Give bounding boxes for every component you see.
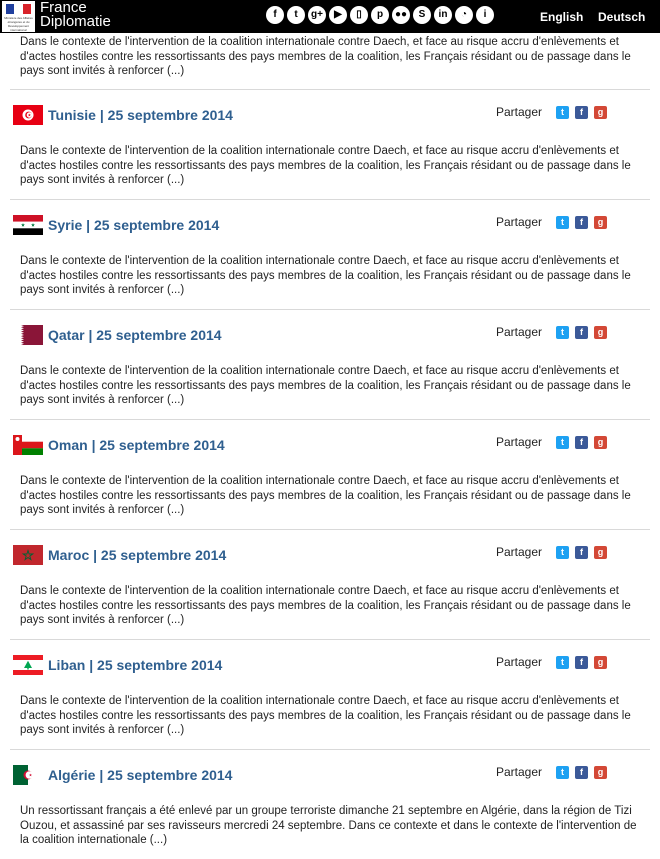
facebook-icon[interactable]: f xyxy=(266,6,284,24)
rss-icon[interactable]: ◔ xyxy=(455,6,473,24)
logo-text xyxy=(40,1,111,29)
item-text: Un ressortissant français a été enlevé par un groupe terroriste dimanche 21 septembre en Algérie, dans la région de Tizi Ouzou, et assassiné par ses ravisseurs mercredi 24 septembre. Dans ce contexte et dans le contexte de l'intervention de la coalition internationale (...) xyxy=(20,805,637,846)
item-text: Dans le contexte de l'intervention de la coalition internationale contre Daech, et face au risque accru d'enlèvements et d'actes hostiles contre les ressortissants des pays membres de la coalition, les Français résidant ou de passage dans le pays sont invités à renforcer (...) xyxy=(20,145,631,186)
list-item xyxy=(10,530,650,640)
flickr-icon[interactable]: ●● xyxy=(392,6,410,24)
twitter-icon[interactable]: t xyxy=(287,6,305,24)
share-bar xyxy=(496,325,613,339)
flag-algeria-icon xyxy=(13,765,43,785)
share-bar xyxy=(496,215,613,229)
facebook-share-icon[interactable]: f xyxy=(575,326,588,339)
share-bar xyxy=(496,765,613,779)
list-item xyxy=(10,200,650,310)
flag-qatar-icon xyxy=(13,325,43,345)
lang-deutsch-link[interactable]: Deutsch xyxy=(598,10,646,24)
flag-syria-icon xyxy=(13,215,43,235)
facebook-share-icon[interactable]: f xyxy=(575,546,588,559)
list-item xyxy=(10,33,650,90)
list-item xyxy=(10,640,650,750)
share-label: Partager xyxy=(496,765,543,779)
item-title-link[interactable]: Maroc | 25 septembre 2014 xyxy=(48,547,227,563)
flag-oman-icon xyxy=(13,435,43,455)
share-label: Partager xyxy=(496,215,543,229)
social-links xyxy=(266,6,494,24)
google-plus-share-icon[interactable]: g xyxy=(594,106,607,119)
site-logo[interactable] xyxy=(2,1,132,32)
share-label: Partager xyxy=(496,435,543,449)
lang-english-link[interactable]: English xyxy=(540,10,584,24)
item-text: Dans le contexte de l'intervention de la coalition internationale contre Daech, et face au risque accru d'enlèvements et d'actes hostiles contre les ressortissants des pays membres de la coalition, les Français résidant ou de passage dans le pays sont invités à renforcer (...) xyxy=(20,365,631,406)
item-text: Dans le contexte de l'intervention de la coalition internationale contre Daech, et face au risque accru d'enlèvements et d'actes hostiles contre les ressortissants des pays membres de la coalition, les Français résidant ou de passage dans le pays sont invités à renforcer (...) xyxy=(20,255,631,296)
facebook-share-icon[interactable]: f xyxy=(575,766,588,779)
info-icon[interactable]: i xyxy=(476,6,494,24)
item-text: Dans le contexte de l'intervention de la coalition internationale contre Daech, et face au risque accru d'enlèvements et d'actes hostiles contre les ressortissants des pays membres de la coalition, les Français résidant ou de passage dans le pays sont invités à renforcer (...) xyxy=(20,695,631,736)
facebook-share-icon[interactable]: f xyxy=(575,656,588,669)
logo-flag xyxy=(6,4,31,14)
flag-morocco-icon xyxy=(13,545,43,565)
twitter-share-icon[interactable]: t xyxy=(556,656,569,669)
list-item xyxy=(10,310,650,420)
storify-icon[interactable]: S xyxy=(413,6,431,24)
logo-line-2: Diplomatie xyxy=(40,13,111,30)
youtube-icon[interactable]: ▶ xyxy=(329,6,347,24)
item-title-link[interactable]: Algérie | 25 septembre 2014 xyxy=(48,767,233,783)
google-plus-share-icon[interactable]: g xyxy=(594,546,607,559)
google-plus-share-icon[interactable]: g xyxy=(594,766,607,779)
share-label: Partager xyxy=(496,325,543,339)
twitter-share-icon[interactable]: t xyxy=(556,326,569,339)
share-label: Partager xyxy=(496,105,543,119)
facebook-share-icon[interactable]: f xyxy=(575,106,588,119)
google-plus-share-icon[interactable]: g xyxy=(594,656,607,669)
item-title-link[interactable]: Oman | 25 septembre 2014 xyxy=(48,437,225,453)
flag-lebanon-icon xyxy=(13,655,43,675)
facebook-share-icon[interactable]: f xyxy=(575,436,588,449)
marianne-logo xyxy=(2,1,35,32)
google-plus-icon[interactable]: g+ xyxy=(308,6,326,24)
share-bar xyxy=(496,545,613,559)
linkedin-icon[interactable]: in xyxy=(434,6,452,24)
logo-ministry-text: Ministère des Affaires étrangères et du Développement international xyxy=(4,16,33,32)
twitter-share-icon[interactable]: t xyxy=(556,436,569,449)
news-list xyxy=(0,33,660,859)
google-plus-share-icon[interactable]: g xyxy=(594,216,607,229)
item-text: Dans le contexte de l'intervention de la coalition internationale contre Daech, et face au risque accru d'enlèvements et d'actes hostiles contre les ressortissants des pays membres de la coalition, les Français résidant ou de passage dans le pays sont invités à renforcer (...) xyxy=(20,475,631,516)
share-bar xyxy=(496,435,613,449)
twitter-share-icon[interactable]: t xyxy=(556,106,569,119)
item-text: Dans le contexte de l'intervention de la coalition internationale contre Daech, et face au risque accru d'enlèvements et d'actes hostiles contre les ressortissants des pays membres de la coalition, les Français résidant ou de passage dans le pays sont invités à renforcer (...) xyxy=(20,585,631,626)
logo-line-1: France xyxy=(40,0,87,16)
list-item xyxy=(10,420,650,530)
item-text: Dans le contexte de l'intervention de la coalition internationale contre Daech, et face au risque accru d'enlèvements et d'actes hostiles contre les ressortissants des pays membres de la coalition, les Français résidant ou de passage dans le pays sont invités à renforcer (...) xyxy=(20,36,631,77)
top-bar xyxy=(0,0,660,33)
google-plus-share-icon[interactable]: g xyxy=(594,326,607,339)
share-label: Partager xyxy=(496,545,543,559)
facebook-share-icon[interactable]: f xyxy=(575,216,588,229)
share-bar xyxy=(496,655,613,669)
share-label: Partager xyxy=(496,655,543,669)
share-bar xyxy=(496,105,613,119)
item-title-link[interactable]: Tunisie | 25 septembre 2014 xyxy=(48,107,233,123)
twitter-share-icon[interactable]: t xyxy=(556,766,569,779)
item-title-link[interactable]: Liban | 25 septembre 2014 xyxy=(48,657,223,673)
list-item xyxy=(10,90,650,200)
item-title-link[interactable]: Syrie | 25 septembre 2014 xyxy=(48,217,220,233)
item-title-link[interactable]: Qatar | 25 septembre 2014 xyxy=(48,327,222,343)
iphone-icon[interactable]: ▯ xyxy=(350,6,368,24)
flag-tunisia-icon xyxy=(13,105,43,125)
pinterest-icon[interactable]: p xyxy=(371,6,389,24)
twitter-share-icon[interactable]: t xyxy=(556,216,569,229)
twitter-share-icon[interactable]: t xyxy=(556,546,569,559)
google-plus-share-icon[interactable]: g xyxy=(594,436,607,449)
list-item xyxy=(10,750,650,859)
